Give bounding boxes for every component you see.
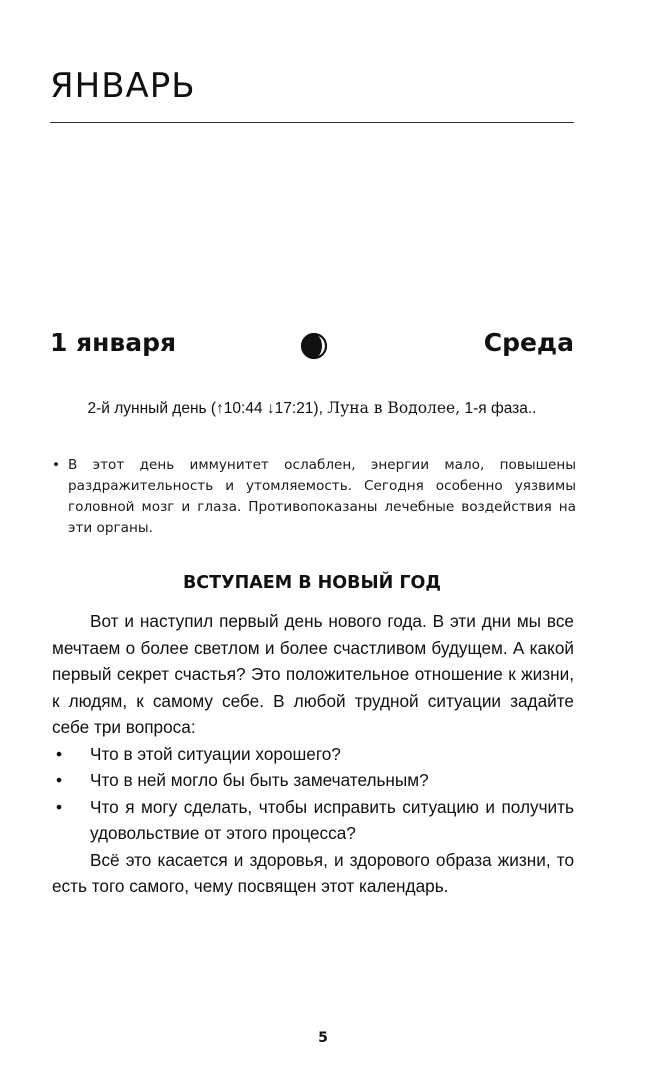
day-header	[50, 328, 574, 368]
lunar-day-text: 2-й лунный день (↑10:44 ↓17:21),	[87, 400, 328, 417]
list-item-text: Что в этой ситуации хорошего?	[90, 743, 341, 764]
question-list	[52, 741, 574, 847]
article-body	[52, 608, 574, 900]
bullet-icon: •	[56, 770, 63, 790]
list-item-text: Что в ней могло бы быть замечательным?	[90, 770, 429, 790]
list-item	[52, 767, 574, 794]
lunar-info	[50, 395, 574, 422]
article-title: ВСТУПАЕМ В НОВЫЙ ГОД	[182, 573, 442, 593]
bullet-icon: •	[56, 796, 63, 817]
note-bullet-icon: •	[52, 457, 61, 473]
month-divider	[50, 122, 574, 123]
first-quarter-moon-icon	[300, 332, 328, 360]
bullet-icon: •	[56, 743, 63, 764]
note-text: В этот день иммунитет ослаблен, энергии мало, повышены раздражительность и утомляемость. Сегодня особенно уязвимы головной мозг и глаза. Противопоказаны лечебные воздействия на эти органы.	[68, 457, 576, 536]
list-item	[52, 794, 574, 847]
health-note	[52, 455, 576, 539]
article-intro: Вот и наступил первый день нового года. В эти дни мы все мечтаем о более светлом и более счастливом будущем. А какой первый секрет счастья? Это положительное отношение к жизни, к людям, к самому себе. В любой трудной ситуации задайте себе три вопроса:	[52, 611, 574, 737]
list-item	[52, 741, 574, 768]
lunar-phase-text: 1-я фаза..	[460, 400, 537, 417]
page-number: 5	[318, 1030, 328, 1046]
day-date: 1 января	[50, 328, 177, 357]
moon-sign-text: Луна в Водолее,	[327, 399, 461, 417]
month-title: ЯНВАРЬ	[50, 66, 196, 106]
day-weekday: Среда	[483, 328, 574, 357]
list-item-text: Что я могу сделать, чтобы исправить ситуацию и получить удовольствие от этого процесса?	[90, 796, 574, 843]
article-closing: Всё это касается и здоровья, и здорового образа жизни, то есть того самого, чему посвящен этот календарь.	[52, 849, 574, 896]
